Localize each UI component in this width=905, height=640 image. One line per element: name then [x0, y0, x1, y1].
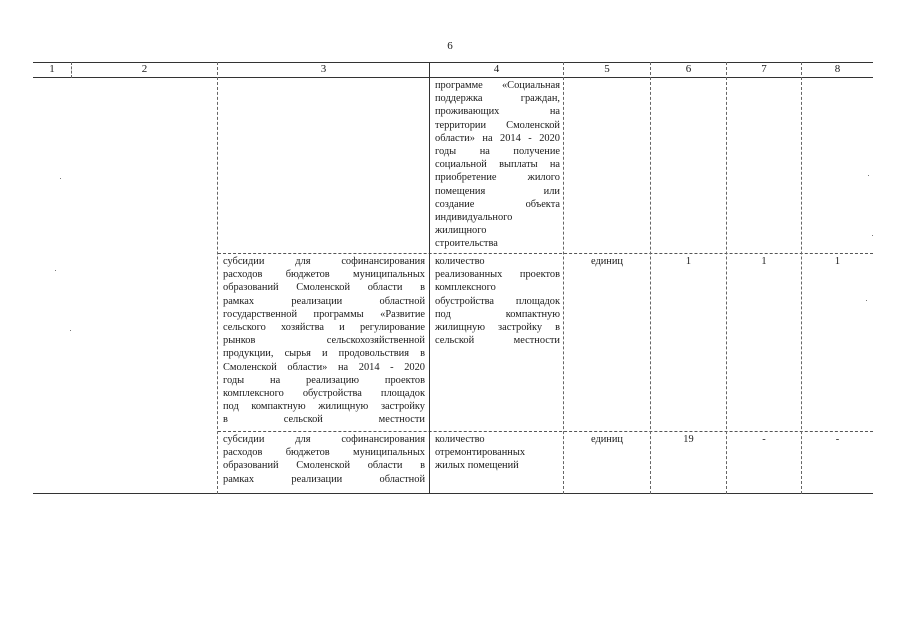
column-number-4: 4 — [493, 63, 500, 75]
scan-speck — [868, 175, 869, 176]
header-bottom-border — [33, 77, 873, 78]
scan-speck — [872, 235, 873, 236]
column-divider — [217, 62, 218, 494]
column-divider — [650, 62, 651, 494]
column-divider — [429, 62, 430, 494]
table-cell-description: субсидии для софинансирования расходов бюджетов муниципальных образований Смоленской области в рамках реализации областной — [223, 434, 425, 485]
column-divider — [801, 62, 802, 494]
page-number: 6 — [447, 40, 453, 52]
table-cell-unit: единиц — [590, 256, 623, 267]
column-divider — [563, 62, 564, 494]
row-divider — [218, 253, 873, 254]
document-table — [33, 62, 873, 494]
scan-speck — [55, 270, 56, 271]
column-number-6: 6 — [685, 63, 692, 75]
table-cell-value: 1 — [685, 256, 692, 267]
row-divider — [218, 431, 873, 432]
column-number-3: 3 — [320, 63, 327, 75]
table-cell-value: - — [762, 434, 766, 445]
scan-speck — [70, 330, 71, 331]
table-bottom-border — [33, 493, 873, 494]
table-cell-indicator: количество реализованных проектов комплексного обустройства площадок под компактную жилищную застройку в сельской местности — [435, 256, 560, 347]
column-divider — [726, 62, 727, 494]
table-cell-value: 1 — [834, 256, 841, 267]
table-cell-value: 19 — [683, 434, 694, 445]
table-cell-value: - — [835, 434, 840, 445]
table-cell-indicator: программе «Социальная поддержка граждан, проживающих на территории Смоленской области» на 2014 - 2020 годы на получение социальной выплаты на приобретение жилого помещения или создание объекта индивидуального жилищного строительства — [435, 80, 560, 250]
column-number-7: 7 — [761, 63, 767, 75]
column-number-8: 8 — [834, 63, 841, 75]
column-number-2: 2 — [141, 63, 148, 75]
scan-speck — [866, 300, 867, 301]
table-cell-description: субсидии для софинансирования расходов бюджетов муниципальных образований Смоленской области в рамках реализации областной государственной программы «Развитие сельского хозяйства и регулирование рынков сельскохозяйственной продукции, сырья и продовольствия в Смоленской области» на 2014 - 2020 годы на реализацию проектов комплексного обустройства площадок под компактную жилищную застройку в сельской местности — [223, 256, 425, 426]
table-cell-value: 1 — [761, 256, 767, 267]
table-cell-indicator: количество отремонтированных жилых помещений — [435, 434, 526, 472]
column-number-5: 5 — [604, 63, 610, 75]
scan-speck — [60, 178, 61, 179]
column-number-1: 1 — [49, 63, 55, 75]
table-cell-unit: единиц — [590, 434, 623, 445]
